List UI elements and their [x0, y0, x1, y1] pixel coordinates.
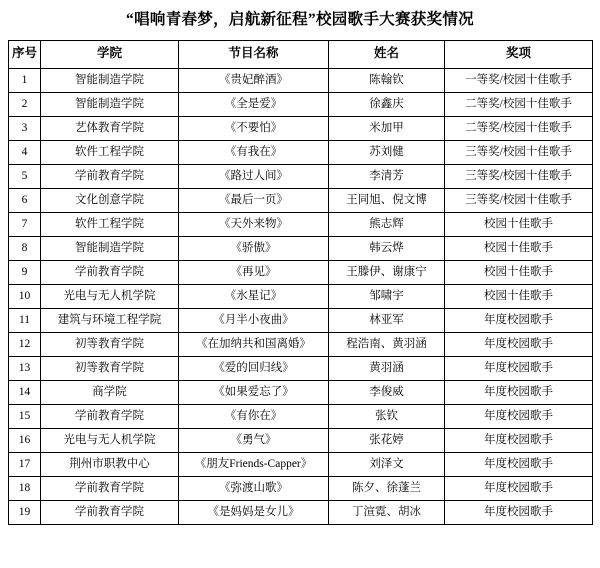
- cell-index: 1: [9, 68, 41, 92]
- cell-program: 《有我在》: [179, 140, 329, 164]
- cell-name: 丁渲霓、胡冰: [329, 500, 445, 524]
- cell-index: 9: [9, 260, 41, 284]
- column-header-college: 学院: [41, 40, 179, 68]
- table-row: [9, 476, 593, 500]
- cell-award: 校园十佳歌手: [445, 260, 593, 284]
- cell-index: 3: [9, 116, 41, 140]
- table-row: [9, 500, 593, 524]
- cell-college: 初等教育学院: [41, 332, 179, 356]
- cell-college: 光电与无人机学院: [41, 428, 179, 452]
- cell-program: 《朋友Friends-Capper》: [179, 452, 329, 476]
- cell-program: 《全是爱》: [179, 92, 329, 116]
- cell-program: 《是妈妈是女儿》: [179, 500, 329, 524]
- cell-college: 艺体教育学院: [41, 116, 179, 140]
- table-row: [9, 116, 593, 140]
- cell-name: 徐鑫庆: [329, 92, 445, 116]
- cell-college: 文化创意学院: [41, 188, 179, 212]
- cell-college: 学前教育学院: [41, 404, 179, 428]
- cell-award: 年度校园歌手: [445, 332, 593, 356]
- table-row: [9, 260, 593, 284]
- cell-program: 《氷星记》: [179, 284, 329, 308]
- cell-index: 4: [9, 140, 41, 164]
- column-header-program: 节目名称: [179, 40, 329, 68]
- cell-award: 校园十佳歌手: [445, 212, 593, 236]
- cell-program: 《如果爱忘了》: [179, 380, 329, 404]
- table-row: [9, 332, 593, 356]
- cell-award: 年度校园歌手: [445, 356, 593, 380]
- page-title: “唱响青春梦，启航新征程”校园歌手大赛获奖情况: [126, 11, 474, 28]
- table-row: [9, 68, 593, 92]
- cell-college: 学前教育学院: [41, 476, 179, 500]
- cell-index: 12: [9, 332, 41, 356]
- cell-award: 二等奖/校园十佳歌手: [445, 92, 593, 116]
- cell-program: 《有你在》: [179, 404, 329, 428]
- cell-index: 13: [9, 356, 41, 380]
- cell-index: 5: [9, 164, 41, 188]
- cell-college: 智能制造学院: [41, 68, 179, 92]
- cell-award: 二等奖/校园十佳歌手: [445, 116, 593, 140]
- cell-name: 张钦: [329, 404, 445, 428]
- cell-program: 《骄傲》: [179, 236, 329, 260]
- award-results-table: [8, 40, 593, 525]
- cell-name: 邹啸宇: [329, 284, 445, 308]
- table-body: [9, 68, 593, 524]
- table-row: [9, 452, 593, 476]
- table-row: [9, 92, 593, 116]
- cell-index: 10: [9, 284, 41, 308]
- cell-program: 《路过人间》: [179, 164, 329, 188]
- cell-name: 熊志辉: [329, 212, 445, 236]
- cell-college: 软件工程学院: [41, 140, 179, 164]
- cell-program: 《最后一页》: [179, 188, 329, 212]
- cell-college: 学前教育学院: [41, 164, 179, 188]
- cell-college: 建筑与环境工程学院: [41, 308, 179, 332]
- cell-program: 《再见》: [179, 260, 329, 284]
- cell-name: 刘泽文: [329, 452, 445, 476]
- cell-award: 三等奖/校园十佳歌手: [445, 164, 593, 188]
- cell-award: 年度校园歌手: [445, 428, 593, 452]
- cell-name: 米加甲: [329, 116, 445, 140]
- cell-award: 年度校园歌手: [445, 380, 593, 404]
- cell-award: 三等奖/校园十佳歌手: [445, 140, 593, 164]
- cell-index: 15: [9, 404, 41, 428]
- cell-program: 《爱的回归线》: [179, 356, 329, 380]
- cell-name: 苏刘健: [329, 140, 445, 164]
- cell-college: 初等教育学院: [41, 356, 179, 380]
- cell-name: 林亚军: [329, 308, 445, 332]
- cell-name: 程浩南、黄羽涵: [329, 332, 445, 356]
- cell-college: 学前教育学院: [41, 500, 179, 524]
- cell-index: 14: [9, 380, 41, 404]
- table-row: [9, 356, 593, 380]
- cell-award: 校园十佳歌手: [445, 236, 593, 260]
- cell-index: 2: [9, 92, 41, 116]
- cell-college: 学前教育学院: [41, 260, 179, 284]
- column-header-name: 姓名: [329, 40, 445, 68]
- cell-index: 6: [9, 188, 41, 212]
- cell-name: 李清芳: [329, 164, 445, 188]
- cell-college: 光电与无人机学院: [41, 284, 179, 308]
- cell-award: 年度校园歌手: [445, 452, 593, 476]
- cell-program: 《月半小夜曲》: [179, 308, 329, 332]
- column-header-index: 序号: [9, 40, 41, 68]
- cell-name: 陈翰钦: [329, 68, 445, 92]
- table-row: [9, 212, 593, 236]
- cell-college: 商学院: [41, 380, 179, 404]
- cell-program: 《不要怕》: [179, 116, 329, 140]
- cell-program: 《贵妃醉酒》: [179, 68, 329, 92]
- cell-index: 17: [9, 452, 41, 476]
- cell-program: 《在加纳共和国离婚》: [179, 332, 329, 356]
- cell-award: 年度校园歌手: [445, 308, 593, 332]
- cell-index: 19: [9, 500, 41, 524]
- table-row: [9, 140, 593, 164]
- cell-name: 李俊威: [329, 380, 445, 404]
- cell-name: 张花婷: [329, 428, 445, 452]
- cell-award: 一等奖/校园十佳歌手: [445, 68, 593, 92]
- table-row: [9, 284, 593, 308]
- cell-index: 16: [9, 428, 41, 452]
- cell-award: 校园十佳歌手: [445, 284, 593, 308]
- table-row: [9, 308, 593, 332]
- table-header: [9, 40, 593, 68]
- cell-college: 荆州市职教中心: [41, 452, 179, 476]
- cell-college: 软件工程学院: [41, 212, 179, 236]
- table-header-row: [9, 40, 593, 68]
- cell-index: 8: [9, 236, 41, 260]
- cell-name: 陈夕、徐蓬兰: [329, 476, 445, 500]
- cell-name: 黄羽涵: [329, 356, 445, 380]
- table-row: [9, 188, 593, 212]
- cell-index: 18: [9, 476, 41, 500]
- column-header-award: 奖项: [445, 40, 593, 68]
- cell-college: 智能制造学院: [41, 92, 179, 116]
- table-row: [9, 380, 593, 404]
- cell-award: 年度校园歌手: [445, 500, 593, 524]
- cell-name: 王同旭、倪文博: [329, 188, 445, 212]
- cell-name: 王滕伊、谢康宁: [329, 260, 445, 284]
- cell-award: 年度校园歌手: [445, 476, 593, 500]
- table-row: [9, 164, 593, 188]
- cell-program: 《弥渡山歌》: [179, 476, 329, 500]
- cell-award: 三等奖/校园十佳歌手: [445, 188, 593, 212]
- table-row: [9, 428, 593, 452]
- table-row: [9, 236, 593, 260]
- cell-program: 《天外来物》: [179, 212, 329, 236]
- cell-index: 7: [9, 212, 41, 236]
- cell-college: 智能制造学院: [41, 236, 179, 260]
- cell-award: 年度校园歌手: [445, 404, 593, 428]
- cell-index: 11: [9, 308, 41, 332]
- cell-name: 韩云烨: [329, 236, 445, 260]
- table-row: [9, 404, 593, 428]
- cell-program: 《勇气》: [179, 428, 329, 452]
